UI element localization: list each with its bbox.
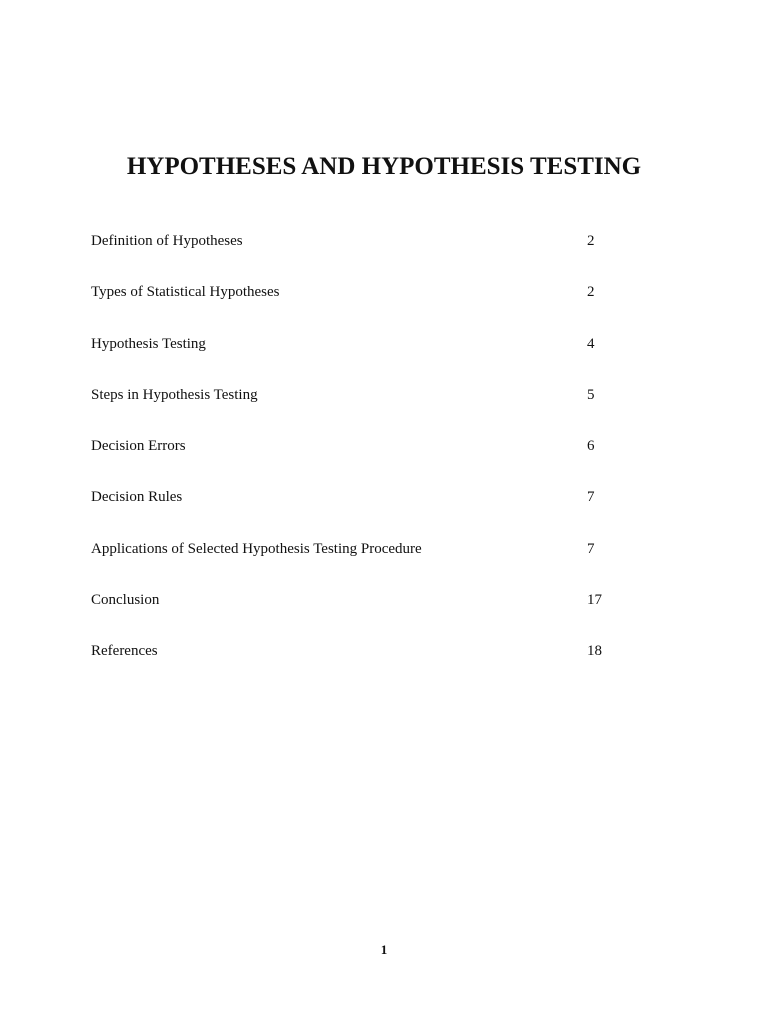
toc-entry-page: 17 [587,592,602,609]
toc-entry [91,536,611,587]
toc-entry [91,484,611,535]
toc-entry-page: 6 [587,438,595,455]
toc-entry [91,331,611,382]
toc-entry [91,638,611,689]
toc-entry-page: 4 [587,335,595,352]
toc-entry-label: Hypothesis Testing [91,335,206,352]
toc-entry-page: 7 [587,540,595,557]
toc-entry [91,433,611,484]
toc-entry [91,279,611,330]
toc-entry-page: 2 [587,284,595,301]
toc-entry-page: 5 [587,386,595,403]
toc-entry-label: Decision Errors [91,438,186,455]
document-title: HYPOTHESES AND HYPOTHESIS TESTING [126,153,642,180]
toc-entry-label: Definition of Hypotheses [91,233,243,249]
toc-entry-label: Conclusion [91,592,160,609]
table-of-contents [91,228,611,690]
toc-entry-label: Steps in Hypothesis Testing [91,386,258,403]
toc-entry [91,587,611,638]
toc-entry-label: Types of Statistical Hypotheses [91,284,280,301]
toc-entry-page: 18 [587,643,602,660]
toc-entry-page: 7 [587,489,595,506]
toc-entry-label: References [91,643,158,660]
toc-entry [91,228,611,279]
page-number: 1 [380,942,388,957]
toc-entry-label: Applications of Selected Hypothesis Testing Procedure [91,540,422,557]
toc-entry-page: 2 [587,233,595,249]
toc-entry [91,382,611,433]
toc-entry-label: Decision Rules [91,489,183,506]
